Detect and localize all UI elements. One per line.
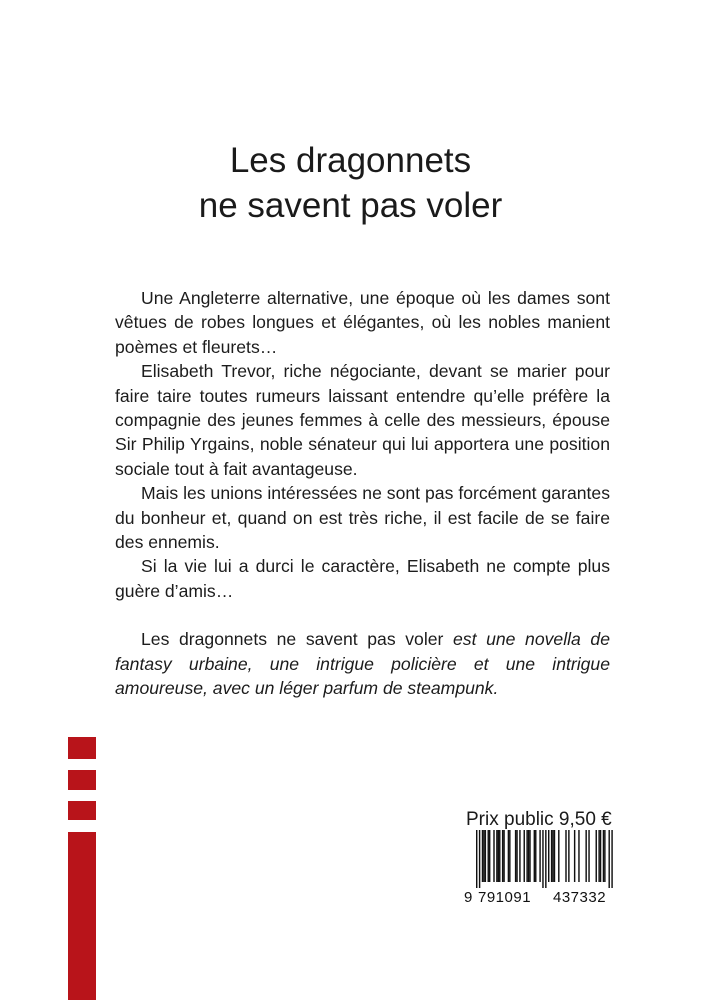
barcode-digits-group-1: 791091 xyxy=(478,889,532,906)
blurb-paragraph-2: Elisabeth Trevor, riche négociante, devant se marier pour faire taire toutes rumeurs laissant entendre qu’elle préfère la compagnie des jeunes femmes à celle des messieurs, épouse Sir Philip Yrgains, noble sénateur qui lui apportera une position sociale tout à fait avantageuse. xyxy=(115,361,610,479)
barcode-bar xyxy=(545,830,546,888)
barcode-bar xyxy=(499,830,500,882)
barcode-bar xyxy=(588,830,589,882)
book-title-line-2: ne savent pas voler xyxy=(198,186,503,225)
barcode-bar xyxy=(482,830,483,882)
barcode-bar xyxy=(585,830,586,882)
blurb-book-title: Les dragonnets ne savent pas voler xyxy=(141,629,444,650)
barcode-bar xyxy=(535,830,536,882)
barcode-bar xyxy=(489,830,490,882)
barcode-bar xyxy=(608,830,609,888)
blurb-paragraph-5 xyxy=(115,627,610,700)
barcode-bar xyxy=(496,830,497,882)
back-cover-blurb xyxy=(115,286,610,701)
decorative-red-block-3 xyxy=(68,801,96,820)
barcode-bar xyxy=(503,830,504,882)
decorative-red-block-1 xyxy=(68,737,96,759)
barcode-bar xyxy=(548,830,549,882)
blurb-genre-description: est une novella de fantasy urbaine, une intrigue policière et une intrigue amoureuse, avec un léger parfum de steampunk. xyxy=(115,629,610,699)
barcode-bar xyxy=(542,830,543,888)
book-title xyxy=(0,138,701,228)
barcode-bar xyxy=(596,830,597,882)
barcode-prefix-digit: 9 xyxy=(464,889,473,906)
price-label: Prix public 9,50 € xyxy=(466,809,612,830)
blurb-paragraph-4: Si la vie lui a durci le caractère, Elisabeth ne compte plus guère d’amis… xyxy=(115,556,610,601)
barcode-bar xyxy=(534,830,535,882)
decorative-red-strip xyxy=(68,832,96,1000)
barcode-bar xyxy=(526,830,527,882)
barcode-bar xyxy=(551,830,552,882)
barcode-bar xyxy=(508,830,509,882)
barcode-bar xyxy=(488,830,489,882)
barcode-bar xyxy=(516,830,517,882)
barcode-bar xyxy=(479,830,480,888)
barcode-bar xyxy=(574,830,575,882)
barcode-bar xyxy=(611,830,612,888)
barcode-bar xyxy=(515,830,516,882)
barcode-bar xyxy=(603,830,604,882)
blurb-paragraph-3: Mais les unions intéressées ne sont pas forcément garantes du bonheur et, quand on est très riche, il est facile de se faire des ennemis. xyxy=(115,483,610,553)
barcode-bar xyxy=(598,830,599,882)
barcode-bar xyxy=(483,830,484,882)
book-title-line-1: Les dragonnets xyxy=(229,141,472,180)
blurb-paragraph-1: Une Angleterre alternative, une époque où les dames sont vêtues de robes longues et élégantes, où les nobles manient poèmes et fleurets… xyxy=(115,288,610,357)
barcode-bars xyxy=(462,830,618,888)
barcode-bar xyxy=(552,830,553,882)
barcode-bar xyxy=(565,830,566,882)
barcode-bar xyxy=(519,830,520,882)
barcode-bar xyxy=(578,830,579,882)
barcode-bar xyxy=(529,830,530,882)
barcode-digits-group-2: 437332 xyxy=(553,889,607,906)
decorative-red-block-2 xyxy=(68,770,96,790)
barcode-bar xyxy=(524,830,525,882)
barcode-bar xyxy=(558,830,559,882)
barcode-bar xyxy=(604,830,605,882)
barcode-bar xyxy=(568,830,569,882)
barcode-bar xyxy=(528,830,529,882)
barcode-bar xyxy=(485,830,486,882)
barcode-bar xyxy=(600,830,601,882)
barcode-bar xyxy=(476,830,477,888)
barcode-bar xyxy=(502,830,503,882)
barcode-bar xyxy=(554,830,555,882)
barcode-bar xyxy=(509,830,510,882)
barcode-bar xyxy=(498,830,499,882)
barcode-bar xyxy=(539,830,540,882)
barcode-bar xyxy=(493,830,494,882)
